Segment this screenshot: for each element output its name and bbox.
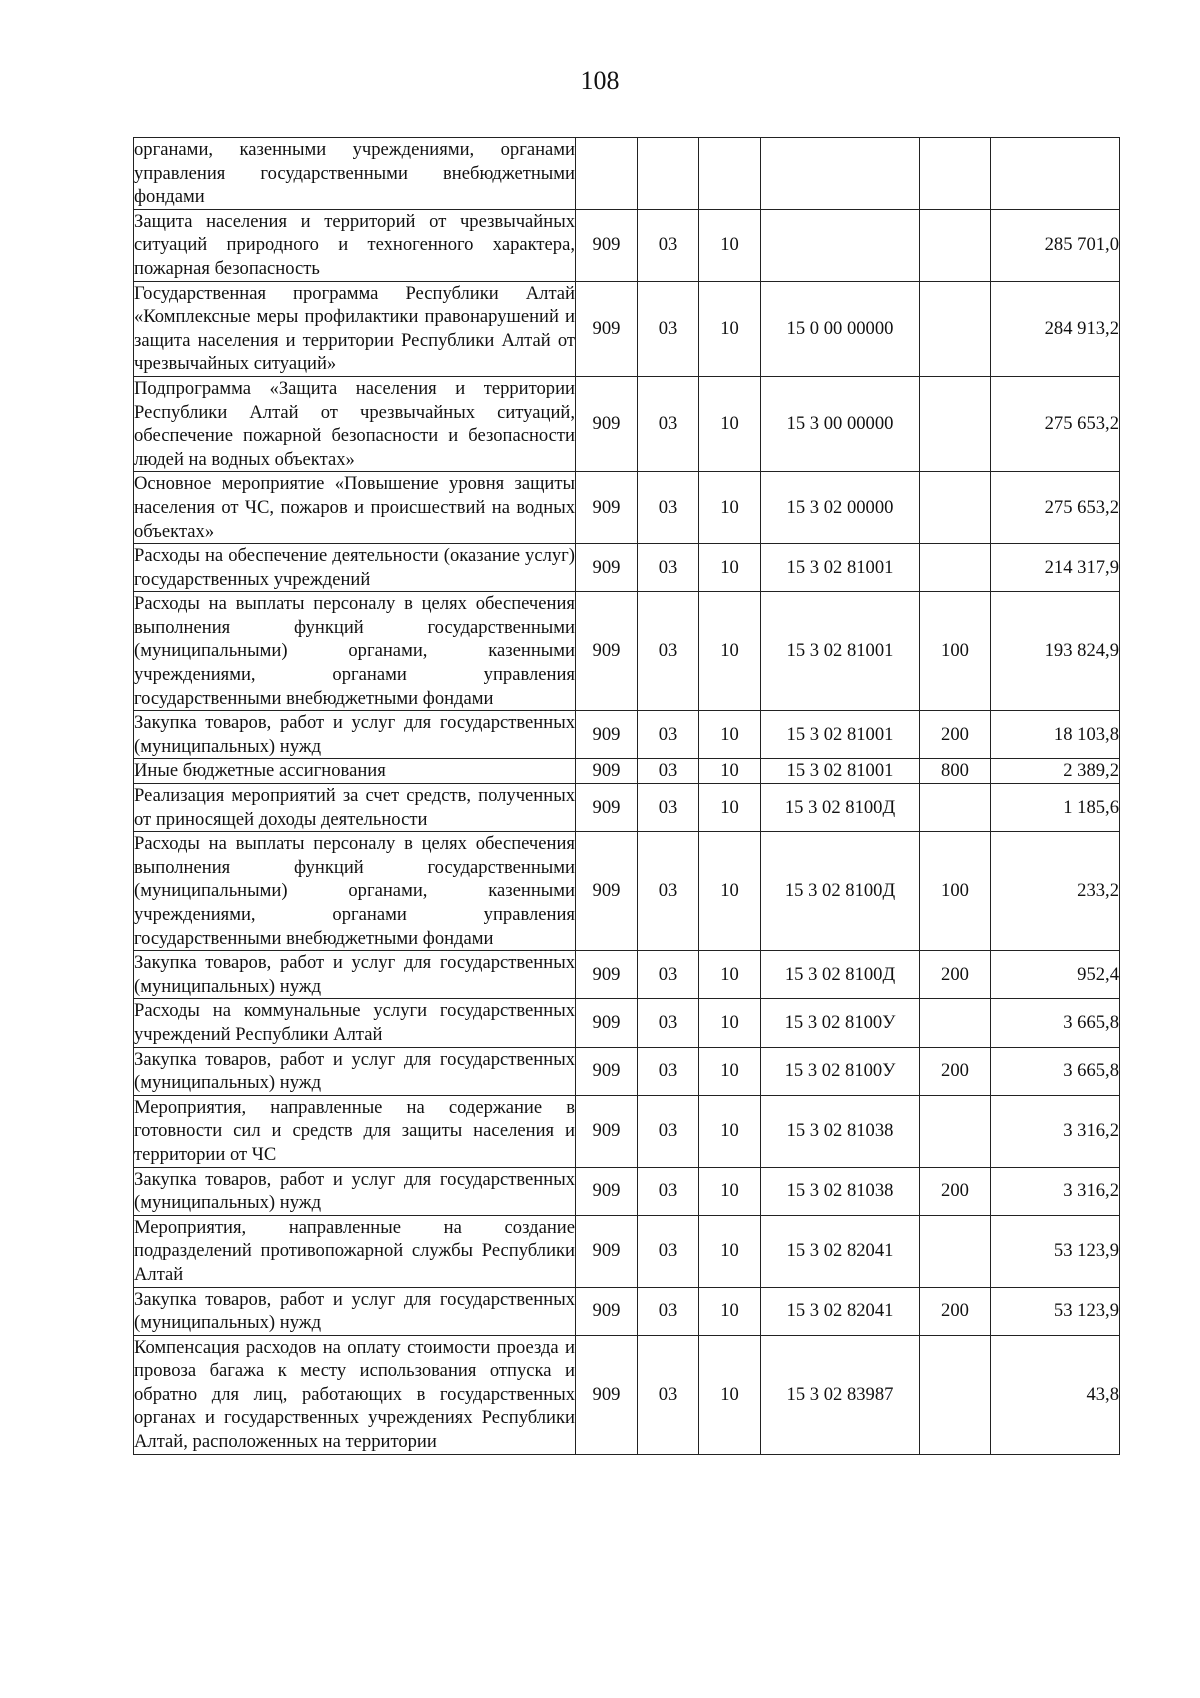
target-article-code: 15 3 02 8100У [761,999,920,1047]
ministry-code: 909 [576,832,638,951]
target-article-code [761,209,920,281]
ministry-code: 909 [576,999,638,1047]
target-article-code: 15 3 02 00000 [761,472,920,544]
table-row [134,784,1120,832]
amount-value: 275 653,2 [991,472,1120,544]
table-row [134,544,1120,592]
amount-value: 193 824,9 [991,592,1120,711]
subsection-code: 10 [699,1287,761,1335]
target-article-code: 15 3 02 81038 [761,1095,920,1167]
amount-value: 53 123,9 [991,1287,1120,1335]
ministry-code: 909 [576,281,638,376]
section-code: 03 [638,1047,699,1095]
row-description: Закупка товаров, работ и услуг для государственных (муниципальных) нужд [134,951,576,999]
table-row [134,472,1120,544]
section-code: 03 [638,1215,699,1287]
expense-type-code: 100 [920,832,991,951]
section-code: 03 [638,1335,699,1454]
table-row [134,1335,1120,1454]
subsection-code: 10 [699,784,761,832]
section-code: 03 [638,544,699,592]
section-code: 03 [638,281,699,376]
expense-type-code: 200 [920,951,991,999]
expense-type-code [920,138,991,210]
row-description: Расходы на обеспечение деятельности (оказание услуг) государственных учреждений [134,544,576,592]
amount-value: 18 103,8 [991,711,1120,759]
table-row [134,711,1120,759]
subsection-code: 10 [699,209,761,281]
row-description: Иные бюджетные ассигнования [134,759,576,784]
ministry-code: 909 [576,1167,638,1215]
section-code: 03 [638,784,699,832]
row-description: Компенсация расходов на оплату стоимости проезда и провоза багажа к месту использования отпуска и обратно для лиц, работающих в государственных органах и государственных учреждениях Республики Алтай, расположенных на территории [134,1335,576,1454]
section-code: 03 [638,759,699,784]
ministry-code: 909 [576,472,638,544]
ministry-code: 909 [576,711,638,759]
target-article-code: 15 3 02 82041 [761,1215,920,1287]
amount-value: 284 913,2 [991,281,1120,376]
row-description: Закупка товаров, работ и услуг для государственных (муниципальных) нужд [134,1047,576,1095]
section-code: 03 [638,376,699,471]
row-description: Закупка товаров, работ и услуг для государственных (муниципальных) нужд [134,1167,576,1215]
ministry-code: 909 [576,1287,638,1335]
subsection-code: 10 [699,1335,761,1454]
amount-value: 233,2 [991,832,1120,951]
target-article-code: 15 3 02 8100Д [761,784,920,832]
expense-type-code [920,544,991,592]
section-code: 03 [638,472,699,544]
ministry-code: 909 [576,759,638,784]
table-row [134,1167,1120,1215]
subsection-code: 10 [699,544,761,592]
subsection-code: 10 [699,999,761,1047]
row-description: Расходы на выплаты персоналу в целях обеспечения выполнения функций государственными (муниципальными) органами, казенными учреждениями, органами управления государственными внебюджетными фондами [134,592,576,711]
subsection-code: 10 [699,281,761,376]
target-article-code: 15 3 02 8100Д [761,951,920,999]
amount-value: 3 316,2 [991,1167,1120,1215]
ministry-code: 909 [576,1047,638,1095]
amount-value: 275 653,2 [991,376,1120,471]
section-code: 03 [638,999,699,1047]
ministry-code: 909 [576,376,638,471]
table-row [134,759,1120,784]
ministry-code: 909 [576,1335,638,1454]
expense-type-code: 200 [920,1047,991,1095]
target-article-code: 15 3 02 8100Д [761,832,920,951]
amount-value: 3 316,2 [991,1095,1120,1167]
row-description: Мероприятия, направленные на содержание в готовности сил и средств для защиты населения и территории от ЧС [134,1095,576,1167]
section-code: 03 [638,711,699,759]
expense-type-code [920,1215,991,1287]
subsection-code: 10 [699,472,761,544]
row-description: Реализация мероприятий за счет средств, полученных от приносящей доходы деятельности [134,784,576,832]
row-description: Основное мероприятие «Повышение уровня защиты населения от ЧС, пожаров и происшествий на водных объектах» [134,472,576,544]
expense-type-code [920,1335,991,1454]
expense-type-code: 800 [920,759,991,784]
subsection-code: 10 [699,1095,761,1167]
amount-value: 2 389,2 [991,759,1120,784]
target-article-code [761,138,920,210]
table-row [134,832,1120,951]
table-row [134,1287,1120,1335]
ministry-code: 909 [576,1215,638,1287]
table-row [134,951,1120,999]
row-description: Расходы на выплаты персоналу в целях обеспечения выполнения функций государственными (муниципальными) органами, казенными учреждениями, органами управления государственными внебюджетными фондами [134,832,576,951]
subsection-code: 10 [699,1047,761,1095]
amount-value: 3 665,8 [991,1047,1120,1095]
subsection-code: 10 [699,1215,761,1287]
section-code: 03 [638,1095,699,1167]
expense-type-code [920,999,991,1047]
section-code: 03 [638,592,699,711]
ministry-code: 909 [576,209,638,281]
section-code: 03 [638,1287,699,1335]
subsection-code [699,138,761,210]
amount-value: 285 701,0 [991,209,1120,281]
target-article-code: 15 3 02 81038 [761,1167,920,1215]
target-article-code: 15 3 02 81001 [761,592,920,711]
section-code: 03 [638,832,699,951]
amount-value: 53 123,9 [991,1215,1120,1287]
amount-value: 214 317,9 [991,544,1120,592]
section-code: 03 [638,1167,699,1215]
row-description: Государственная программа Республики Алтай «Комплексные меры профилактики правонарушений и защита населения и территории Республики Алтай от чрезвычайных ситуаций» [134,281,576,376]
table-row [134,138,1120,210]
target-article-code: 15 0 00 00000 [761,281,920,376]
row-description: Расходы на коммунальные услуги государственных учреждений Республики Алтай [134,999,576,1047]
table-row [134,209,1120,281]
expense-type-code: 200 [920,711,991,759]
amount-value: 43,8 [991,1335,1120,1454]
subsection-code: 10 [699,951,761,999]
target-article-code: 15 3 02 82041 [761,1287,920,1335]
expense-type-code [920,281,991,376]
expense-type-code: 200 [920,1167,991,1215]
expense-type-code: 200 [920,1287,991,1335]
subsection-code: 10 [699,376,761,471]
ministry-code [576,138,638,210]
ministry-code: 909 [576,592,638,711]
table-row [134,999,1120,1047]
subsection-code: 10 [699,1167,761,1215]
row-description: Защита населения и территорий от чрезвычайных ситуаций природного и техногенного характера, пожарная безопасность [134,209,576,281]
target-article-code: 15 3 02 8100У [761,1047,920,1095]
table-row [134,592,1120,711]
table-row [134,1047,1120,1095]
amount-value [991,138,1120,210]
expense-type-code [920,472,991,544]
row-description: Мероприятия, направленные на создание подразделений противопожарной службы Республики Алтай [134,1215,576,1287]
target-article-code: 15 3 02 81001 [761,544,920,592]
row-description: Закупка товаров, работ и услуг для государственных (муниципальных) нужд [134,711,576,759]
target-article-code: 15 3 02 83987 [761,1335,920,1454]
budget-table [133,137,1120,1455]
target-article-code: 15 3 00 00000 [761,376,920,471]
ministry-code: 909 [576,784,638,832]
row-description: Подпрограмма «Защита населения и территории Республики Алтай от чрезвычайных ситуаций, обеспечение пожарной безопасности и безопасности людей на водных объектах» [134,376,576,471]
amount-value: 3 665,8 [991,999,1120,1047]
ministry-code: 909 [576,1095,638,1167]
table-row [134,376,1120,471]
table-row [134,1215,1120,1287]
expense-type-code [920,376,991,471]
subsection-code: 10 [699,832,761,951]
expense-type-code [920,1095,991,1167]
ministry-code: 909 [576,951,638,999]
page-number: 108 [580,66,620,95]
subsection-code: 10 [699,592,761,711]
row-description: Закупка товаров, работ и услуг для государственных (муниципальных) нужд [134,1287,576,1335]
target-article-code: 15 3 02 81001 [761,759,920,784]
amount-value: 952,4 [991,951,1120,999]
row-description: органами, казенными учреждениями, органами управления государственными внебюджетными фондами [134,138,576,210]
ministry-code: 909 [576,544,638,592]
section-code [638,138,699,210]
expense-type-code [920,784,991,832]
section-code: 03 [638,951,699,999]
section-code: 03 [638,209,699,281]
table-row [134,1095,1120,1167]
subsection-code: 10 [699,711,761,759]
target-article-code: 15 3 02 81001 [761,711,920,759]
expense-type-code [920,209,991,281]
expense-type-code: 100 [920,592,991,711]
amount-value: 1 185,6 [991,784,1120,832]
table-body [134,138,1120,1455]
subsection-code: 10 [699,759,761,784]
table-row [134,281,1120,376]
